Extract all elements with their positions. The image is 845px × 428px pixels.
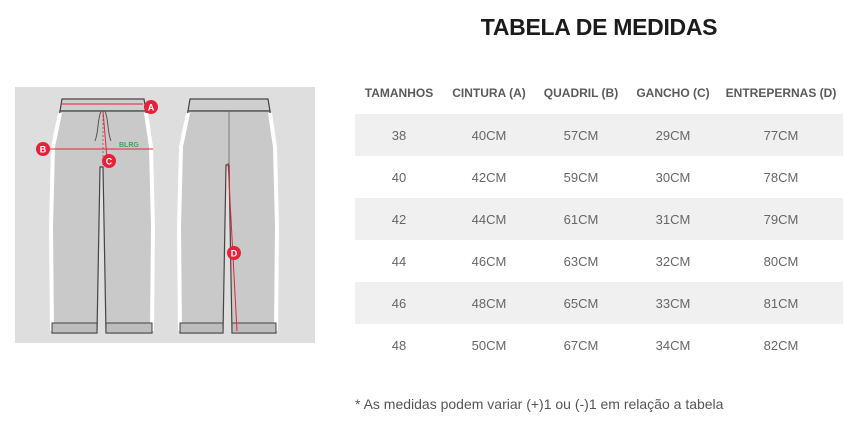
inseam-cell: 79CM bbox=[719, 198, 843, 240]
hip-cell: 65CM bbox=[535, 282, 627, 324]
hip-cell: 61CM bbox=[535, 198, 627, 240]
table-row bbox=[355, 240, 843, 282]
crotch-cell: 32CM bbox=[655, 253, 691, 269]
inseam-cell: 82CM bbox=[763, 337, 799, 353]
size-cell: 42 bbox=[355, 198, 443, 240]
waist-cell: 46CM bbox=[471, 253, 507, 269]
pants-front-view bbox=[45, 99, 153, 333]
svg-text:C: C bbox=[105, 156, 113, 167]
size-cell: 38 bbox=[355, 114, 443, 156]
hip-cell: 57CM bbox=[535, 114, 627, 156]
waist-cell: 40CM bbox=[443, 114, 535, 156]
size-cell: 46 bbox=[355, 282, 443, 324]
inseam-cell: 80CM bbox=[763, 253, 799, 269]
column-header: CINTURA (A) bbox=[452, 86, 526, 100]
svg-text:A: A bbox=[147, 102, 155, 113]
marker-d bbox=[227, 246, 241, 260]
brand-logo: BLRG bbox=[119, 142, 139, 149]
pants-measurement-illustration bbox=[15, 87, 315, 343]
column-header: QUADRIL (B) bbox=[543, 86, 619, 100]
size-cell: 44 bbox=[391, 253, 407, 269]
table-row bbox=[355, 156, 843, 198]
waist-cell: 42CM bbox=[471, 169, 507, 185]
page-title: TABELA DE MEDIDAS bbox=[480, 14, 718, 40]
hip-cell: 63CM bbox=[563, 253, 599, 269]
table-row bbox=[355, 282, 843, 324]
size-cell: 40 bbox=[391, 169, 407, 185]
hip-cell: 67CM bbox=[563, 337, 599, 353]
size-table bbox=[355, 72, 843, 366]
table-header-row bbox=[355, 72, 843, 114]
crotch-cell: 29CM bbox=[627, 114, 719, 156]
pants-diagram bbox=[15, 87, 315, 343]
pants-back-view bbox=[179, 99, 277, 333]
inseam-cell: 77CM bbox=[719, 114, 843, 156]
waist-cell: 48CM bbox=[443, 282, 535, 324]
waist-cell: 50CM bbox=[471, 337, 507, 353]
table-row bbox=[355, 198, 843, 240]
marker-b bbox=[36, 142, 50, 156]
table-row bbox=[355, 114, 843, 156]
crotch-cell: 33CM bbox=[627, 282, 719, 324]
marker-c bbox=[102, 154, 116, 168]
size-cell: 48 bbox=[391, 337, 407, 353]
table-row bbox=[355, 324, 843, 366]
svg-text:B: B bbox=[39, 144, 47, 155]
column-header: ENTREPERNAS (D) bbox=[725, 86, 837, 100]
column-header: TAMANHOS bbox=[364, 86, 434, 100]
crotch-cell: 31CM bbox=[627, 198, 719, 240]
inseam-cell: 78CM bbox=[763, 169, 799, 185]
column-header: GANCHO (C) bbox=[636, 86, 710, 100]
footnote: * As medidas podem variar (+)1 ou (-)1 em relação a tabela bbox=[355, 396, 724, 412]
hip-cell: 59CM bbox=[563, 169, 599, 185]
crotch-cell: 34CM bbox=[655, 337, 691, 353]
marker-a bbox=[144, 100, 158, 114]
waist-cell: 44CM bbox=[443, 198, 535, 240]
svg-text:D: D bbox=[230, 248, 238, 259]
inseam-cell: 81CM bbox=[719, 282, 843, 324]
crotch-cell: 30CM bbox=[655, 169, 691, 185]
